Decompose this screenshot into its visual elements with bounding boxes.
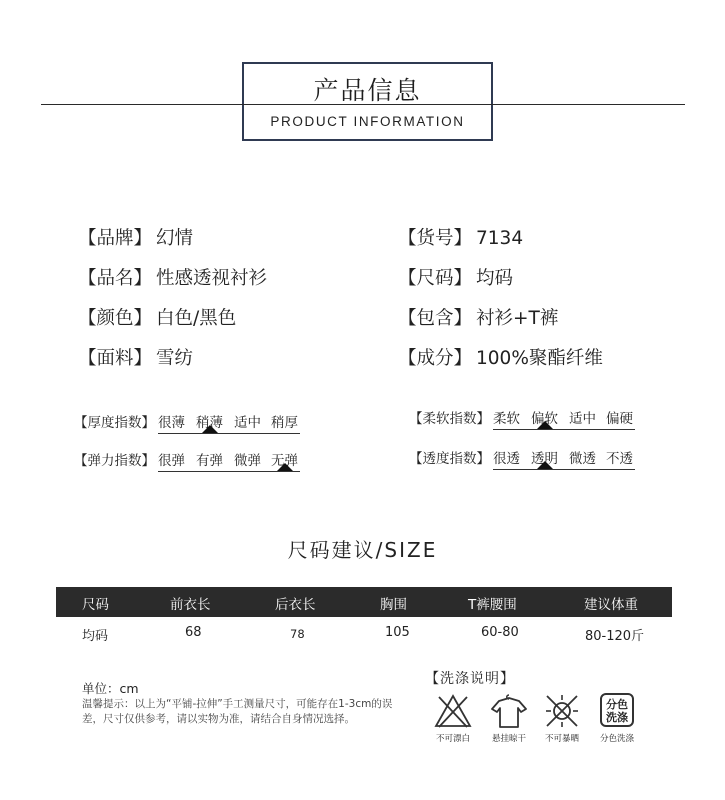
size-cell: 105 <box>385 625 410 640</box>
transparency-label: 【透度指数】 <box>409 451 490 467</box>
size-col-header: 后衣长 <box>275 597 316 613</box>
thickness-option: 稍厚 <box>271 415 298 431</box>
no-bleach-icon <box>433 693 473 729</box>
wash-title: 【洗涤说明】 <box>425 671 515 687</box>
info-color-key: 【颜色】 <box>78 308 153 329</box>
transparency-option: 透明 <box>531 451 558 467</box>
measurement-tip: 温馨提示：以上为“平铺-拉伸”手工测量尺寸，可能存在1-3cm的误差，尺寸仅供参考，请以实物为准，请结合自身情况选择。 <box>82 698 393 725</box>
info-brand-key: 【品牌】 <box>78 228 153 249</box>
softness-option: 偏硬 <box>606 411 633 427</box>
info-item-no <box>398 224 523 250</box>
info-size <box>398 264 513 290</box>
thickness-label: 【厚度指数】 <box>74 415 155 431</box>
transparency-option: 很透 <box>493 451 520 467</box>
hang-dry-icon <box>489 693 529 729</box>
size-table-header <box>56 587 672 617</box>
size-col-header: 建议体重 <box>584 597 638 613</box>
separate-wash-icon: 分色 洗涤 <box>600 693 634 727</box>
elasticity-index <box>74 449 304 475</box>
size-col-header: 尺码 <box>82 597 109 613</box>
softness-scale-line <box>493 429 635 430</box>
elasticity-option: 有弹 <box>196 453 223 469</box>
size-cell: 60-80 <box>481 625 519 640</box>
page-subtitle: PRODUCT INFORMATION <box>270 114 465 129</box>
info-brand-value: 幻情 <box>156 228 194 249</box>
thickness-option: 适中 <box>234 415 261 431</box>
info-composition <box>398 344 603 370</box>
info-fabric <box>78 344 193 370</box>
info-fabric-value: 雪纺 <box>156 348 194 369</box>
info-color-value: 白色/黑色 <box>156 308 237 329</box>
transparency-selected-marker <box>537 461 553 469</box>
softness-option: 适中 <box>569 411 596 427</box>
wash-label: 不可暴晒 <box>544 734 579 744</box>
wash-label: 悬挂晾干 <box>491 734 526 744</box>
info-composition-value: 100%聚酯纤维 <box>476 348 603 369</box>
size-col-header: 胸围 <box>380 597 407 613</box>
thickness-scale-line <box>158 433 300 434</box>
wash-label: 不可漂白 <box>435 734 470 744</box>
size-cell: 均码 <box>82 629 109 644</box>
size-cell: 78 <box>290 627 305 641</box>
softness-label: 【柔软指数】 <box>409 411 490 427</box>
info-size-value: 均码 <box>476 268 514 289</box>
info-includes-key: 【包含】 <box>398 308 473 329</box>
unit-note: 单位：cm <box>82 681 139 696</box>
size-col-header: 前衣长 <box>170 597 211 613</box>
elasticity-label: 【弹力指数】 <box>74 453 155 469</box>
elasticity-option: 微弹 <box>234 453 261 469</box>
size-section-title: 尺码建议/SIZE <box>287 538 438 562</box>
transparency-option: 微透 <box>569 451 596 467</box>
info-size-key: 【尺码】 <box>398 268 473 289</box>
thickness-selected-marker <box>202 425 218 433</box>
size-col-header: T裤腰围 <box>468 597 517 613</box>
size-cell: 68 <box>185 625 202 640</box>
info-fabric-key: 【面料】 <box>78 348 153 369</box>
transparency-index <box>409 447 639 473</box>
info-name-value: 性感透视衬衫 <box>156 268 268 289</box>
info-name <box>78 264 267 290</box>
info-color <box>78 304 236 330</box>
no-sun-dry-icon <box>542 693 582 729</box>
elasticity-selected-marker <box>277 463 293 471</box>
transparency-option: 不透 <box>606 451 633 467</box>
wash-label: 分色洗涤 <box>599 734 634 744</box>
page-title: 产品信息 <box>313 76 422 105</box>
softness-option: 柔软 <box>493 411 520 427</box>
elasticity-option: 很弹 <box>158 453 185 469</box>
thickness-index <box>74 411 304 437</box>
info-name-key: 【品名】 <box>78 268 153 289</box>
thickness-option: 很薄 <box>158 415 185 431</box>
elasticity-scale-line <box>158 471 300 472</box>
thickness-option: 稍薄 <box>196 415 223 431</box>
elasticity-option: 无弹 <box>271 453 298 469</box>
size-cell: 80-120斤 <box>585 629 645 644</box>
info-includes <box>398 304 558 330</box>
info-item-no-value: 7134 <box>476 228 524 249</box>
info-composition-key: 【成分】 <box>398 348 473 369</box>
softness-option: 偏软 <box>531 411 558 427</box>
info-includes-value: 衬衫+T裤 <box>476 308 559 329</box>
softness-index <box>409 407 639 433</box>
info-brand <box>78 224 193 250</box>
transparency-scale-line <box>493 469 635 470</box>
info-item-no-key: 【货号】 <box>398 228 473 249</box>
softness-selected-marker <box>537 421 553 429</box>
